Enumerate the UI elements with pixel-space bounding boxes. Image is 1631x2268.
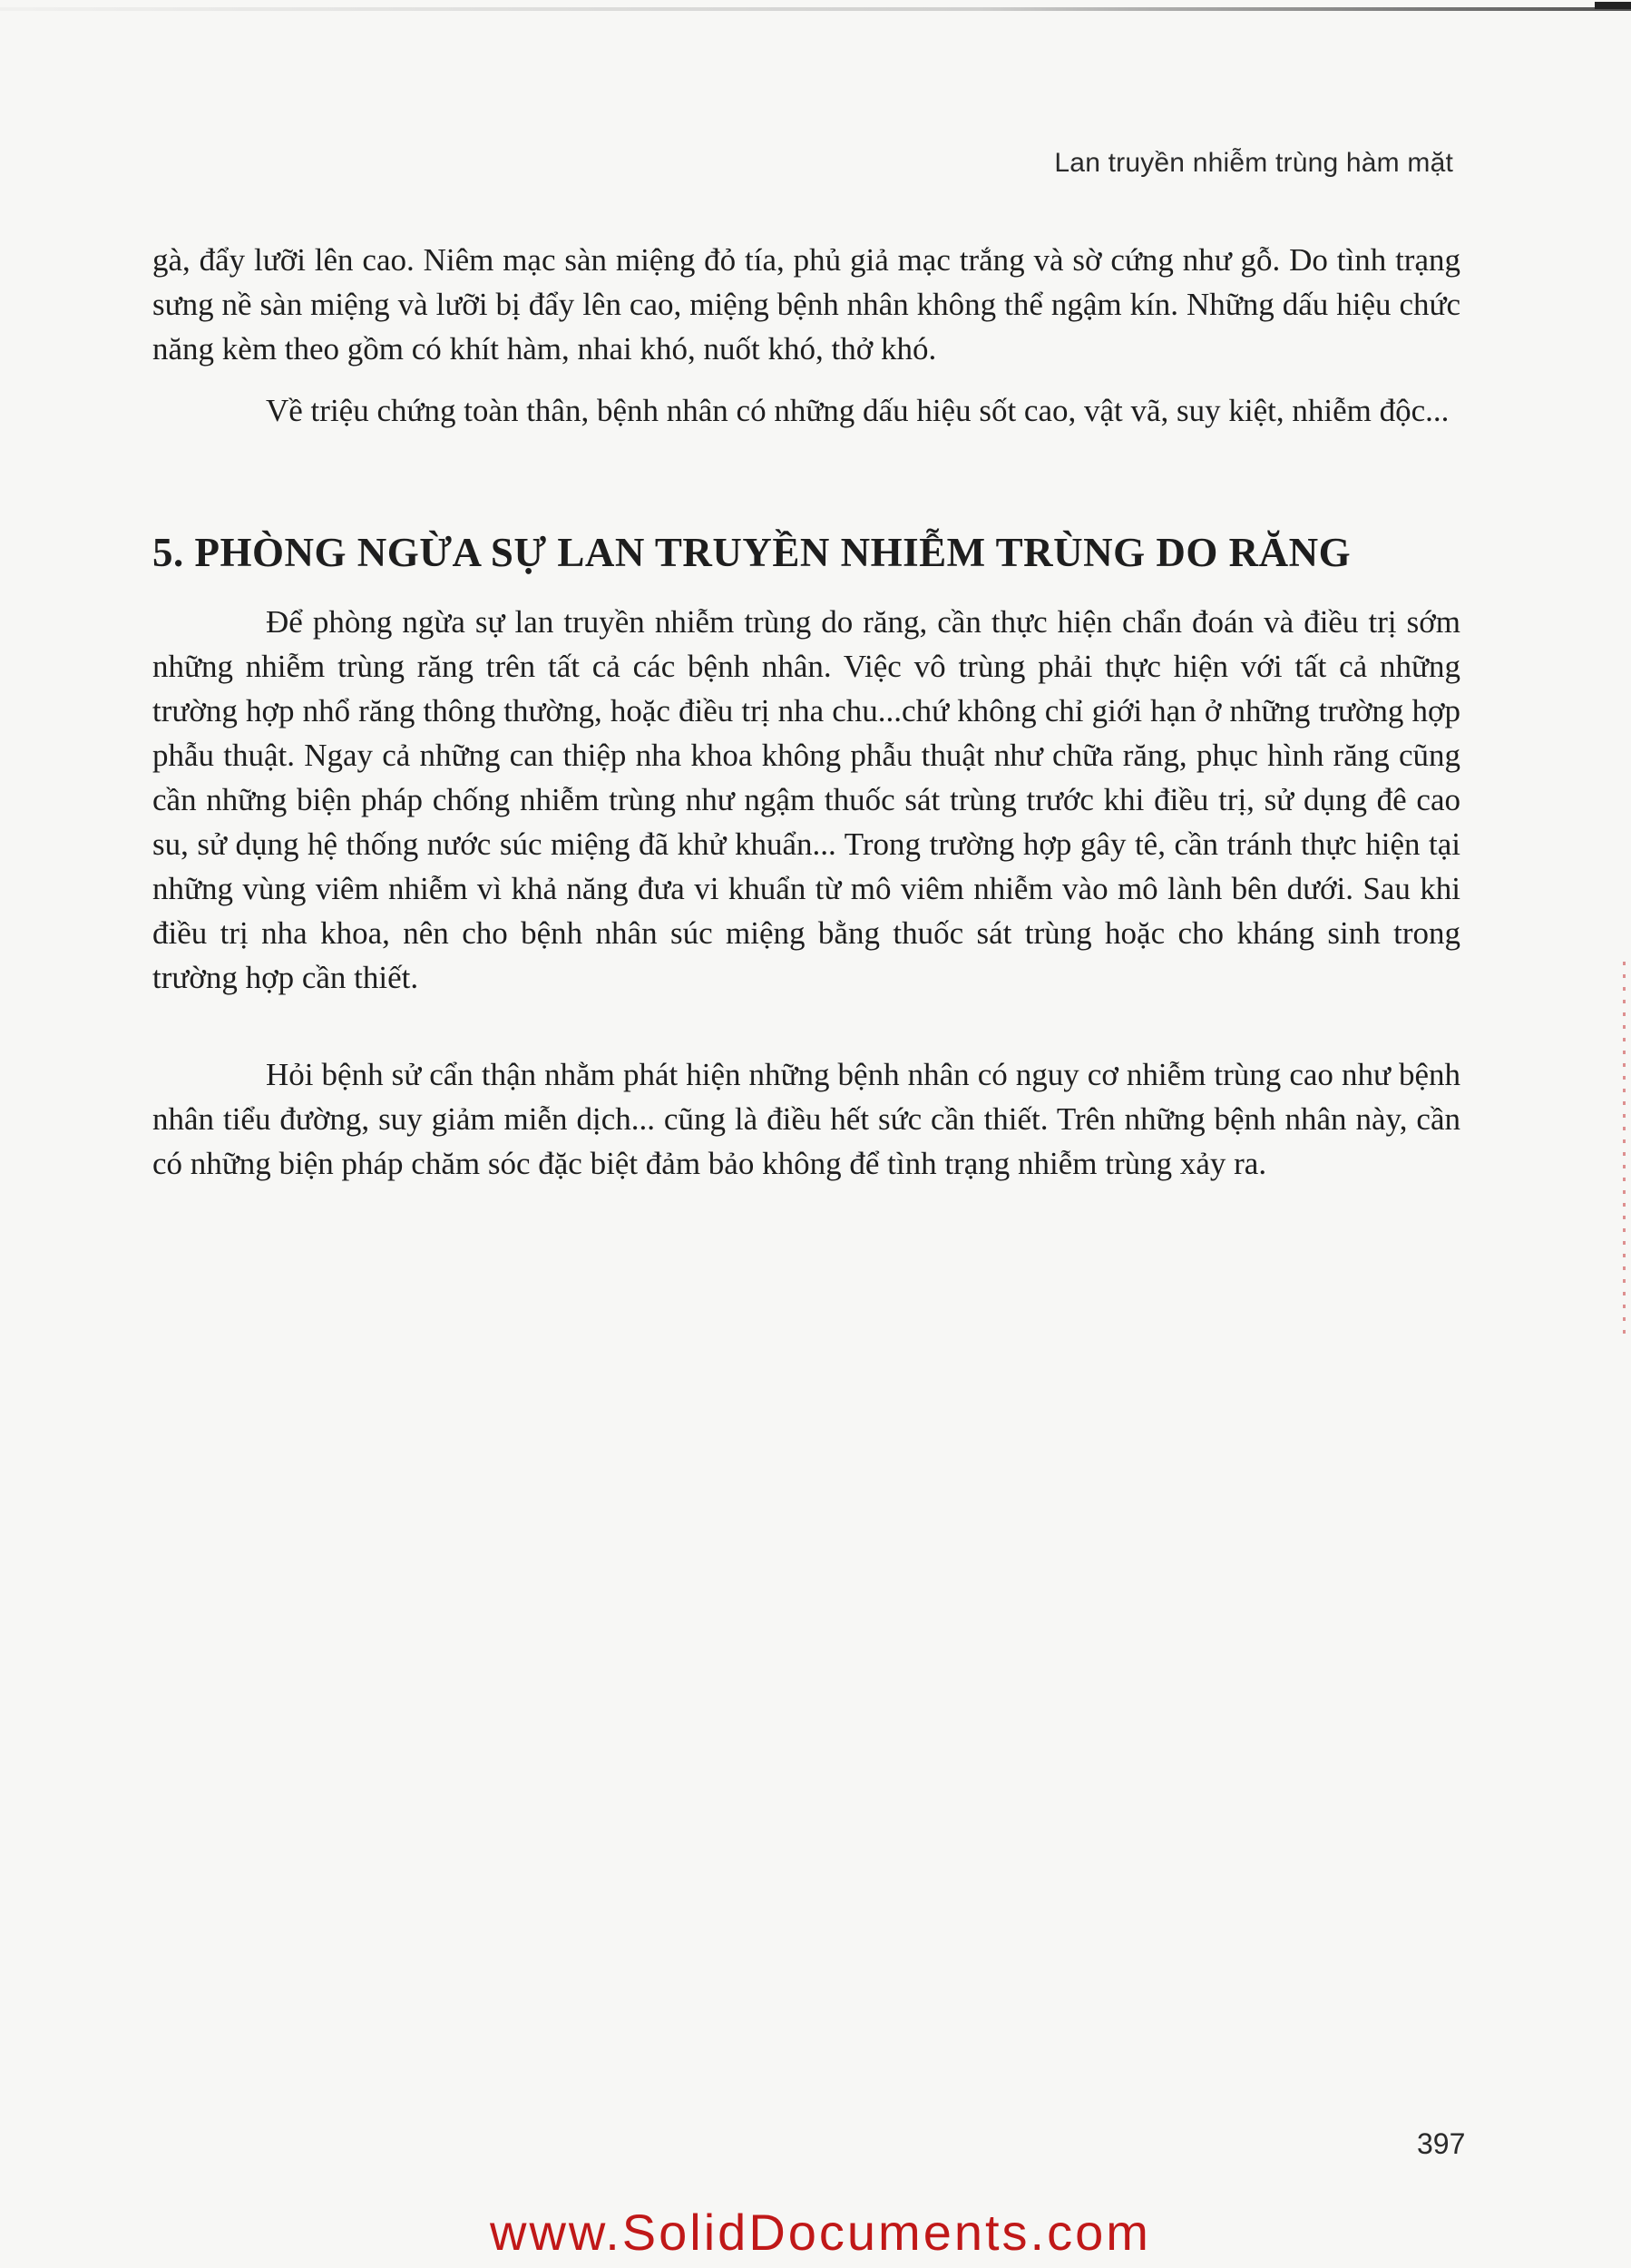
paragraph-prevention: Để phòng ngừa sự lan truyền nhiễm trùng do răng, cần thực hiện chẩn đoán và điều trị sớm những nhiễm trùng răng trên tất cả các bệnh nhân. Việc vô trùng phải thực hiện với tất cả những trường hợp nhổ răng thông thường, hoặc điều trị nha chu...chứ không chỉ giới hạn ở những trường hợp phẫu thuật. Ngay cả những can thiệp nha khoa không phẫu thuật như chữa răng, phục hình răng cũng cần những biện pháp chống nhiễm trùng như ngậm thuốc sát trùng trước khi điều trị, sử dụng đê cao su, sử dụng hệ thống nước súc miệng đã khử khuẩn... Trong trường hợp gây tê, cần tránh thực hiện tại những vùng viêm nhiễm vì khả năng đưa vi khuẩn từ mô viêm nhiễm vào mô lành bên dưới. Sau khi điều trị nha khoa, nên cho bệnh nhân súc miệng bằng thuốc sát trùng hoặc cho kháng sinh trong trường hợp cần thiết.: [152, 604, 1460, 995]
paragraph-medical-history: Hỏi bệnh sử cẩn thận nhằm phát hiện những bệnh nhân có nguy cơ nhiễm trùng cao như bệnh nhân tiểu đường, suy giảm miễn dịch... cũng là điều hết sức cần thiết. Trên những bệnh nhân này, cần có những biện pháp chăm sóc đặc biệt đảm bảo không để tình trạng nhiễm trùng xảy ra.: [152, 1057, 1460, 1181]
page-number: 397: [1417, 2127, 1466, 2160]
scan-edge-mark: [1595, 2, 1631, 9]
watermark: www.SolidDocuments.com: [490, 2204, 1151, 2261]
paragraph-systemic-symptoms: Về triệu chứng toàn thân, bệnh nhân có những dấu hiệu sốt cao, vật vã, suy kiệt, nhiễm độc...: [266, 393, 1450, 428]
running-header: Lan truyền nhiễm trùng hàm mặt: [1054, 148, 1453, 178]
scan-edge-line: [0, 7, 1631, 11]
scan-edge-marks: [1623, 962, 1626, 1343]
paragraph-continued: gà, đẩy lưỡi lên cao. Niêm mạc sàn miệng đỏ tía, phủ giả mạc trắng và sờ cứng như gỗ. Do tình trạng sưng nề sàn miệng và lưỡi bị đẩy lên cao, miệng bệnh nhân không thể ngậm kín. Những dấu hiệu chức năng kèm theo gồm có khít hàm, nhai khó, nuốt khó, thở khó.: [152, 242, 1460, 367]
section-heading: 5. PHÒNG NGỪA SỰ LAN TRUYỀN NHIỄM TRÙNG DO RĂNG: [152, 530, 1352, 575]
